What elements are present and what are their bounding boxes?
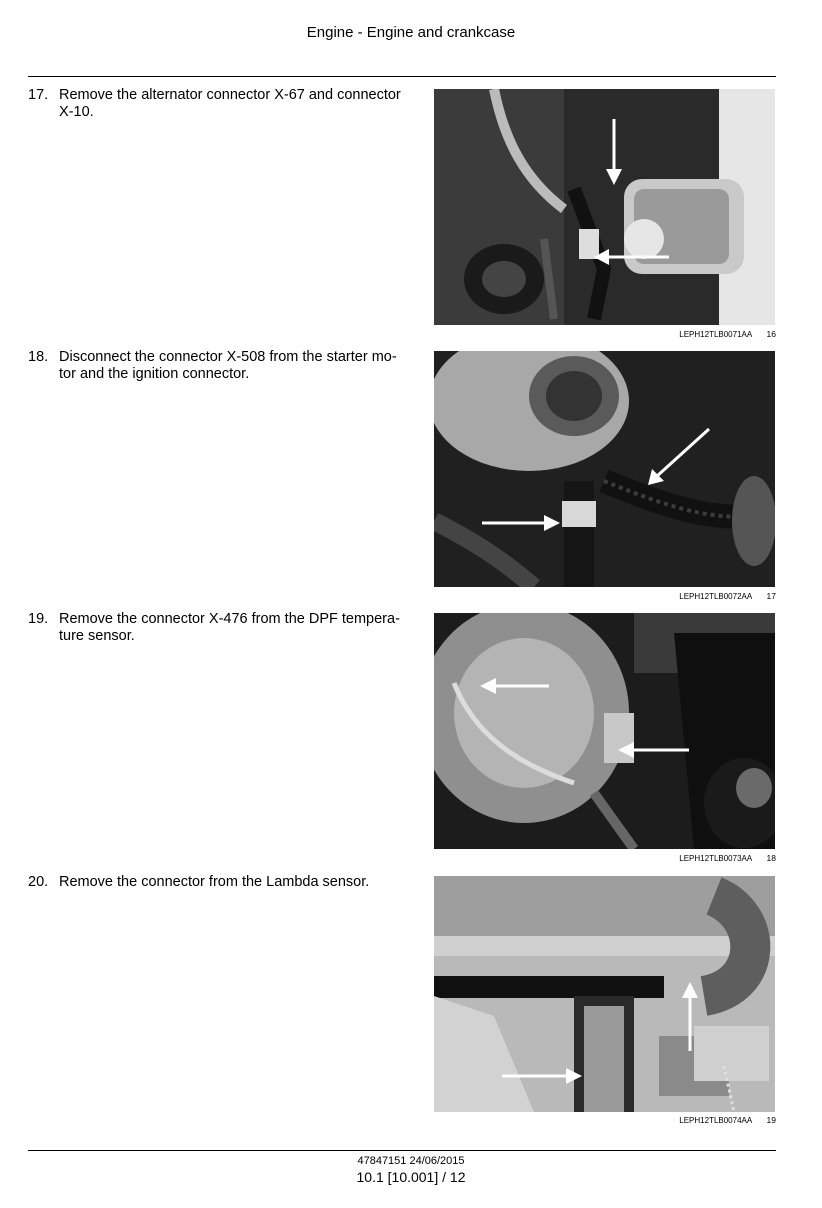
figure-caption — [600, 329, 776, 339]
figure-number: 19 — [766, 1115, 776, 1125]
figure-caption — [600, 1115, 776, 1125]
image-code: LEPH12TLB0074AA — [679, 1116, 752, 1125]
step-number: 18. — [28, 349, 49, 365]
figure-number: 17 — [766, 591, 776, 601]
figure-caption — [600, 591, 776, 601]
step-number: 20. — [28, 874, 49, 890]
page-number: 10.1 [10.001] / 12 — [356, 1169, 466, 1185]
step-number: 17. — [28, 87, 49, 103]
photo-lambda-sensor — [434, 876, 775, 1112]
photo-alternator-connectors — [434, 89, 775, 325]
step-text: Remove the connector X-476 from the DPF tempera-ture sensor. — [59, 611, 400, 644]
figure-number: 18 — [766, 853, 776, 863]
step-text: Disconnect the connector X-508 from the starter mo-tor and the ignition connector. — [59, 349, 397, 382]
header-divider — [28, 76, 776, 77]
page-title: Engine - Engine and crankcase — [306, 24, 516, 41]
photo-starter-motor-connector — [434, 351, 775, 587]
step-text: Remove the connector from the Lambda sensor. — [59, 874, 370, 890]
photo-dpf-temperature-sensor — [434, 613, 775, 849]
step-20 — [28, 874, 408, 891]
image-code: LEPH12TLB0072AA — [679, 592, 752, 601]
step-18 — [28, 349, 408, 383]
step-17 — [28, 87, 408, 121]
step-text: Remove the alternator connector X-67 and connector X-10. — [59, 87, 401, 120]
figure-caption — [600, 853, 776, 863]
step-number: 19. — [28, 611, 49, 627]
step-19 — [28, 611, 408, 645]
figure-number: 16 — [766, 329, 776, 339]
image-code: LEPH12TLB0071AA — [679, 330, 752, 339]
document-code: 47847151 24/06/2015 — [357, 1155, 465, 1167]
image-code: LEPH12TLB0073AA — [679, 854, 752, 863]
footer-divider — [28, 1150, 776, 1151]
